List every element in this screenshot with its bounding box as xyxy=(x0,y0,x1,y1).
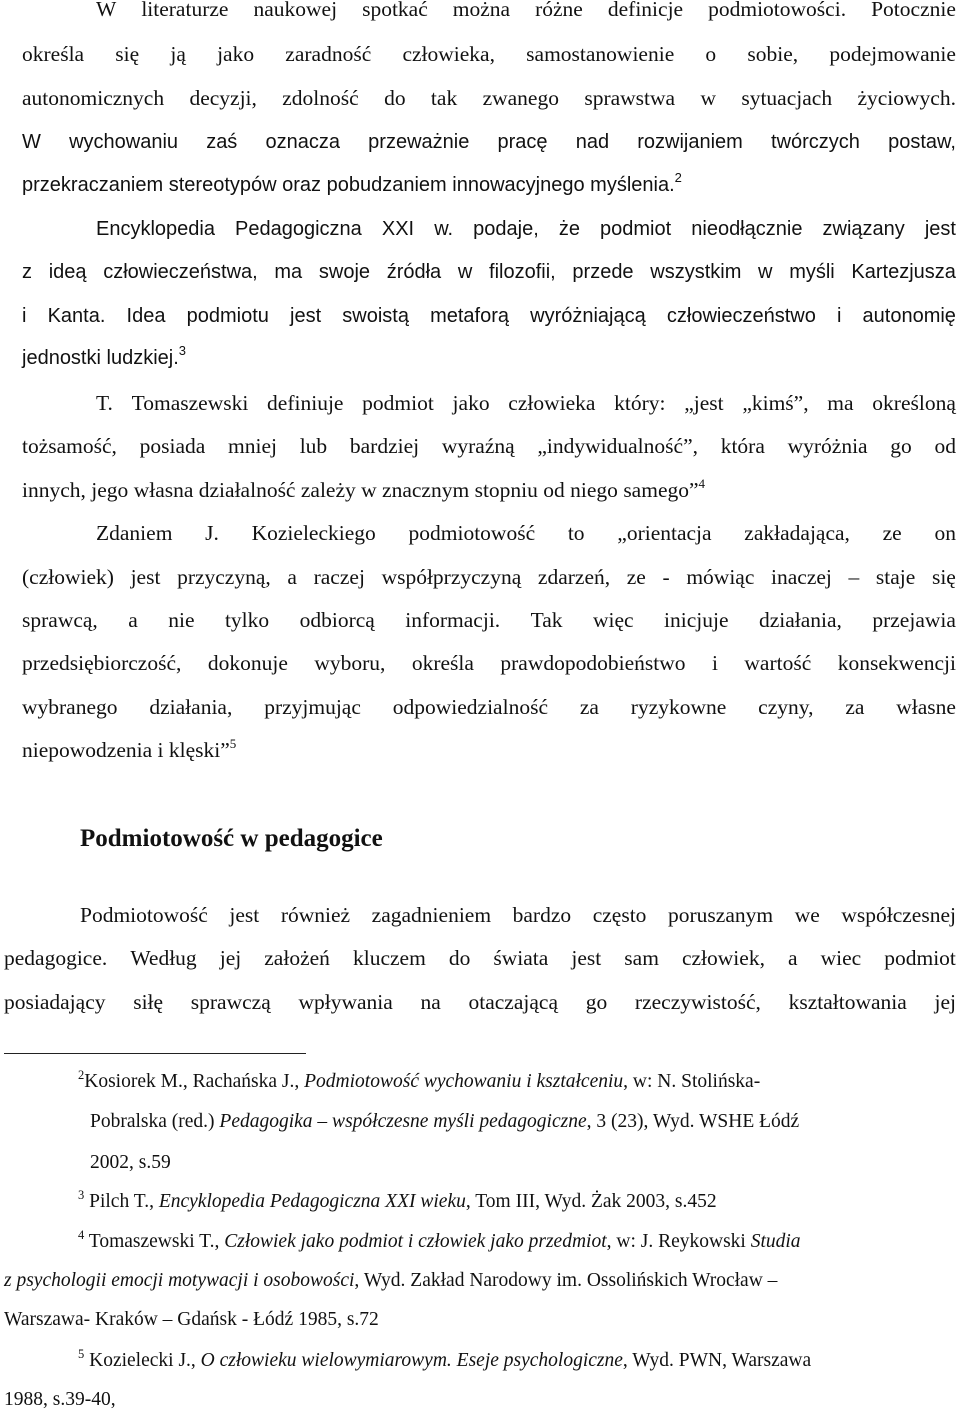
word: pracę xyxy=(497,131,548,153)
word: bardziej xyxy=(349,434,420,458)
word: ryzykowne xyxy=(630,695,727,719)
paragraph-2-line-2 xyxy=(22,259,956,285)
word: wyróżnia xyxy=(787,434,868,458)
word: przeważnie xyxy=(368,131,470,153)
word: przejawia xyxy=(872,608,956,632)
footnote-5-line-2: 1988, s.39-40, xyxy=(4,1389,116,1410)
word: autonomię xyxy=(862,305,956,327)
word: za xyxy=(579,695,599,719)
footnote-4-line-1: $^4$ Tomaszewski T., Człowiek jako podmiot i człowiek jako przedmiot, w: J. Reykowski Studia xyxy=(78,1228,801,1252)
paragraph-1-line-2 xyxy=(22,41,956,67)
word: określoną xyxy=(872,391,956,415)
word: lub xyxy=(299,434,328,458)
word: jej xyxy=(934,990,956,1014)
word: posiadający xyxy=(4,990,106,1014)
word: nad xyxy=(575,131,610,153)
word: ma xyxy=(274,261,303,283)
word: za xyxy=(845,695,865,719)
word: zwanego xyxy=(482,86,559,110)
word: jest xyxy=(229,903,260,927)
word: siłę xyxy=(133,990,164,1014)
word: podejmowanie xyxy=(829,42,956,66)
footnote-ref: 5 xyxy=(229,736,237,751)
word: sobie, xyxy=(747,42,799,66)
word: działania, xyxy=(758,608,842,632)
word: działalność xyxy=(198,478,296,502)
word: staje xyxy=(875,565,916,589)
word: swoistą xyxy=(342,305,409,327)
word: stereotypów xyxy=(168,174,277,196)
word: konsekwencji xyxy=(837,651,956,675)
paragraph-3-line-1 xyxy=(96,390,956,416)
word: jednostki xyxy=(22,347,101,369)
word: wychowaniu xyxy=(69,131,179,153)
word: naukowej xyxy=(253,0,338,21)
word: podmiot xyxy=(600,218,672,240)
word: klęski”$^5$ xyxy=(168,736,237,762)
word: W xyxy=(22,131,41,153)
word: działania, xyxy=(149,695,233,719)
word: rzeczywistość, xyxy=(634,990,761,1014)
footnote-2-number: 2 xyxy=(78,1068,85,1082)
word: oznacza xyxy=(265,131,340,153)
word: jest xyxy=(290,305,322,327)
word: i xyxy=(157,738,164,762)
word: „indywidualność”, xyxy=(537,434,698,458)
word: określa xyxy=(411,651,474,675)
word: definicje xyxy=(607,0,684,21)
word: myślenia.$^2$ xyxy=(590,170,682,196)
footnote-4-line-2: z psychologii emocji motywacji i osobowości, Wyd. Zakład Narodowy im. Ossolińskich Wrocław – xyxy=(4,1270,778,1291)
word: go xyxy=(890,434,912,458)
footnote-3-number: 3 xyxy=(78,1188,85,1202)
word: świata xyxy=(493,946,549,970)
word: go xyxy=(585,990,608,1014)
word: Potocznie xyxy=(871,0,956,21)
word: przyczyną, xyxy=(177,565,271,589)
word: przyjmując xyxy=(264,695,361,719)
word: z xyxy=(22,261,32,283)
paragraph-1-line-4 xyxy=(22,129,956,155)
word: własne xyxy=(896,695,956,719)
word: otaczającą xyxy=(468,990,558,1014)
word: tak xyxy=(430,86,458,110)
paragraph-4-line-2 xyxy=(22,564,956,590)
word: autonomicznych xyxy=(22,86,165,110)
section-heading: Podmiotowość w pedagogice xyxy=(80,825,383,852)
word: zależy xyxy=(300,478,356,502)
word: on xyxy=(934,521,956,545)
word: jej xyxy=(219,946,242,970)
word: określa xyxy=(22,42,85,66)
word: a xyxy=(128,608,138,632)
word: inaczej xyxy=(771,565,832,589)
word: w xyxy=(758,261,773,283)
footnote-3: $^3$ Pilch T., Encyklopedia Pedagogiczna XXI wieku, Tom III, Wyd. Żak 2003, s.452 xyxy=(78,1188,717,1212)
word: informacji. xyxy=(405,608,501,632)
word: dokonuje xyxy=(207,651,288,675)
word: mniej xyxy=(228,434,277,458)
word: jest xyxy=(924,218,956,240)
footnote-ref: 2 xyxy=(674,170,682,185)
word: znacznym xyxy=(382,478,470,502)
word: zaradność xyxy=(285,42,372,66)
word: wybranego xyxy=(22,695,118,719)
word: J. xyxy=(205,521,219,545)
word: zdolność xyxy=(282,86,359,110)
word: i xyxy=(22,305,27,327)
word: wszystkim xyxy=(650,261,742,283)
paragraph-4-line-3 xyxy=(22,607,956,633)
word: jest xyxy=(130,565,161,589)
word: do xyxy=(448,946,471,970)
word: więc xyxy=(593,608,634,632)
word: wiec xyxy=(820,946,862,970)
word: jest xyxy=(571,946,602,970)
section-paragraph-line-2 xyxy=(4,945,956,971)
word: człowieka xyxy=(508,391,596,415)
word: podaje, xyxy=(473,218,539,240)
word: odpowiedzialność xyxy=(392,695,548,719)
word: postaw, xyxy=(888,131,956,153)
word: Kartezjusza xyxy=(851,261,956,283)
word: własna xyxy=(133,478,194,502)
word: często xyxy=(592,903,647,927)
section-paragraph-line-1 xyxy=(80,902,956,928)
footnote-4-number: 4 xyxy=(78,1228,85,1242)
word: rozwijaniem xyxy=(637,131,743,153)
paragraph-4-line-1 xyxy=(96,520,956,546)
word: sprawcą, xyxy=(22,608,98,632)
word: T. xyxy=(96,391,113,415)
word: sprawczą xyxy=(190,990,271,1014)
word: wartość xyxy=(744,651,812,675)
paragraph-1-line-3 xyxy=(22,85,956,111)
word: od xyxy=(543,478,565,502)
word: definiuje xyxy=(267,391,344,415)
word: w xyxy=(700,86,716,110)
word: wyróżniającą xyxy=(530,305,646,327)
word: przekraczaniem xyxy=(22,174,164,196)
word: podmiot xyxy=(884,946,956,970)
word: Kozieleckiego xyxy=(251,521,376,545)
word: innowacyjnego xyxy=(452,174,585,196)
word: pedagogice. xyxy=(4,946,108,970)
word: odbiorcą xyxy=(299,608,375,632)
paragraph-3-line-2 xyxy=(22,433,956,459)
word: poruszanym xyxy=(668,903,774,927)
word: stopniu xyxy=(474,478,538,502)
word: „orientacja xyxy=(617,521,712,545)
word: (człowiek) xyxy=(22,565,114,589)
word: – xyxy=(848,565,860,589)
word: Zdaniem xyxy=(96,521,173,545)
word: zaś xyxy=(206,131,238,153)
word: wyboru, xyxy=(314,651,386,675)
footnote-ref: 3 xyxy=(178,343,186,358)
word: metaforą xyxy=(430,305,510,327)
word: do xyxy=(384,86,406,110)
word: mówiąc xyxy=(686,565,755,589)
paragraph-1-line-5 xyxy=(22,172,956,198)
word: tylko xyxy=(224,608,270,632)
word: ze xyxy=(882,521,902,545)
word: przede xyxy=(572,261,634,283)
word: zakładająca, xyxy=(744,521,850,545)
word: Idea xyxy=(126,305,166,327)
word: posiada xyxy=(139,434,206,458)
word: sytuacjach xyxy=(741,86,833,110)
word: a xyxy=(287,565,297,589)
word: niego xyxy=(570,478,618,502)
word: podmiotu xyxy=(186,305,269,327)
word: która xyxy=(720,434,765,458)
word: sam xyxy=(624,946,659,970)
footnote-separator xyxy=(4,1053,306,1054)
footnote-2-line-2: Pobralska (red.) Pedagogika – współczesne myśli pedagogiczne, 3 (23), Wyd. WSHE Łódź xyxy=(90,1111,800,1132)
word: ze xyxy=(626,565,646,589)
word: XXI xyxy=(381,218,415,240)
word: w xyxy=(457,261,473,283)
word: bardzo xyxy=(512,903,572,927)
word: jego xyxy=(91,478,129,502)
word: nieodłącznie xyxy=(691,218,803,240)
word: samego”$^4$ xyxy=(623,476,706,502)
word: Encyklopedia xyxy=(96,218,215,240)
word: „jest xyxy=(684,391,724,415)
word: literaturze xyxy=(141,0,229,21)
word: „kimś”, xyxy=(742,391,809,415)
word: raczej xyxy=(313,565,365,589)
footnote-2-line-3: 2002, s.59 xyxy=(90,1152,171,1173)
word: Tomaszewski xyxy=(131,391,249,415)
word: wyraźną xyxy=(441,434,515,458)
word: kluczem xyxy=(352,946,426,970)
word: się xyxy=(115,42,140,66)
word: od xyxy=(934,434,956,458)
word: niepowodzenia xyxy=(22,738,153,762)
word: podmiotowości. xyxy=(708,0,847,21)
word: to xyxy=(567,521,585,545)
word: źródła xyxy=(386,261,442,283)
word: również xyxy=(280,903,351,927)
word: człowieka, xyxy=(402,42,495,66)
footnote-5-number: 5 xyxy=(78,1347,85,1361)
word: wpływania xyxy=(298,990,393,1014)
word: inicjuje xyxy=(664,608,729,632)
word: Podmiotowość xyxy=(80,903,208,927)
word: ma xyxy=(827,391,854,415)
footnote-4-line-3: Warszawa- Kraków – Gdańsk - Łódź 1985, s.72 xyxy=(4,1309,379,1330)
word: podmiotowość xyxy=(408,521,536,545)
word: współczesnej xyxy=(841,903,956,927)
paragraph-2-line-1 xyxy=(96,216,956,242)
word: człowieczeństwa, xyxy=(103,261,258,283)
word: można xyxy=(452,0,511,21)
word: Pedagogiczna xyxy=(235,218,362,240)
word: ją xyxy=(170,42,186,66)
word: człowieczeństwo xyxy=(666,305,816,327)
section-paragraph-line-3 xyxy=(4,989,956,1015)
word: nie xyxy=(168,608,195,632)
word: jako xyxy=(452,391,490,415)
word: zdarzeń, xyxy=(537,565,611,589)
word: prawdopodobieństwo xyxy=(500,651,686,675)
word: zagadnieniem xyxy=(371,903,492,927)
word: we xyxy=(794,903,820,927)
word: w. xyxy=(434,218,454,240)
paragraph-3-line-3 xyxy=(22,477,956,503)
paragraph-4-line-5 xyxy=(22,694,956,720)
word: przedsiębiorczość, xyxy=(22,651,182,675)
paragraph-2-line-3 xyxy=(22,303,956,329)
word: Według xyxy=(130,946,197,970)
word: a xyxy=(788,946,798,970)
word: czyny, xyxy=(758,695,814,719)
paragraph-2-line-4 xyxy=(22,345,956,371)
word: sprawstwa xyxy=(584,86,676,110)
footnote-5-line-1: $^5$ Kozielecki J., O człowieku wielowymiarowym. Eseje psychologiczne, Wyd. PWN, Warszawa xyxy=(78,1347,812,1371)
word: W xyxy=(96,0,117,21)
word: życiowych. xyxy=(857,86,956,110)
word: kształtowania xyxy=(788,990,907,1014)
word: się xyxy=(931,565,956,589)
word: - xyxy=(662,565,670,589)
word: że xyxy=(558,218,580,240)
word: Kanta. xyxy=(47,305,106,327)
word: Tak xyxy=(530,608,563,632)
paragraph-4-line-4 xyxy=(22,650,956,676)
paragraph-1-line-1 xyxy=(96,0,956,22)
footnote-ref: 4 xyxy=(698,476,706,491)
word: i xyxy=(711,651,718,675)
word: pobudzaniem xyxy=(326,174,447,196)
word: związany xyxy=(822,218,905,240)
footnote-2-line-1: $^2$Kosiorek M., Rachańska J., Podmiotowość wychowaniu i kształceniu, w: N. Stolińska- xyxy=(78,1068,761,1092)
word: myśli xyxy=(789,261,835,283)
word: oraz xyxy=(282,174,322,196)
word: współprzyczyną xyxy=(381,565,522,589)
paragraph-4-line-6 xyxy=(22,737,956,763)
word: tożsamość, xyxy=(22,434,117,458)
word: ideą xyxy=(48,261,87,283)
word: filozofii, xyxy=(489,261,556,283)
word: człowiek, xyxy=(681,946,765,970)
word: samostanowienie xyxy=(526,42,675,66)
word: innych, xyxy=(22,478,86,502)
word: spotkać xyxy=(362,0,428,21)
word: swoje xyxy=(318,261,371,283)
word: jako xyxy=(217,42,255,66)
word: o xyxy=(705,42,717,66)
word: i xyxy=(836,305,842,327)
word: decyzji, xyxy=(189,86,257,110)
word: na xyxy=(420,990,441,1014)
word: ludzkiej.$^3$ xyxy=(106,343,186,369)
word: założeń xyxy=(264,946,330,970)
word: różne xyxy=(535,0,583,21)
word: w xyxy=(361,478,377,502)
word: twórczych xyxy=(771,131,860,153)
word: podmiot xyxy=(362,391,434,415)
word: który: xyxy=(614,391,666,415)
